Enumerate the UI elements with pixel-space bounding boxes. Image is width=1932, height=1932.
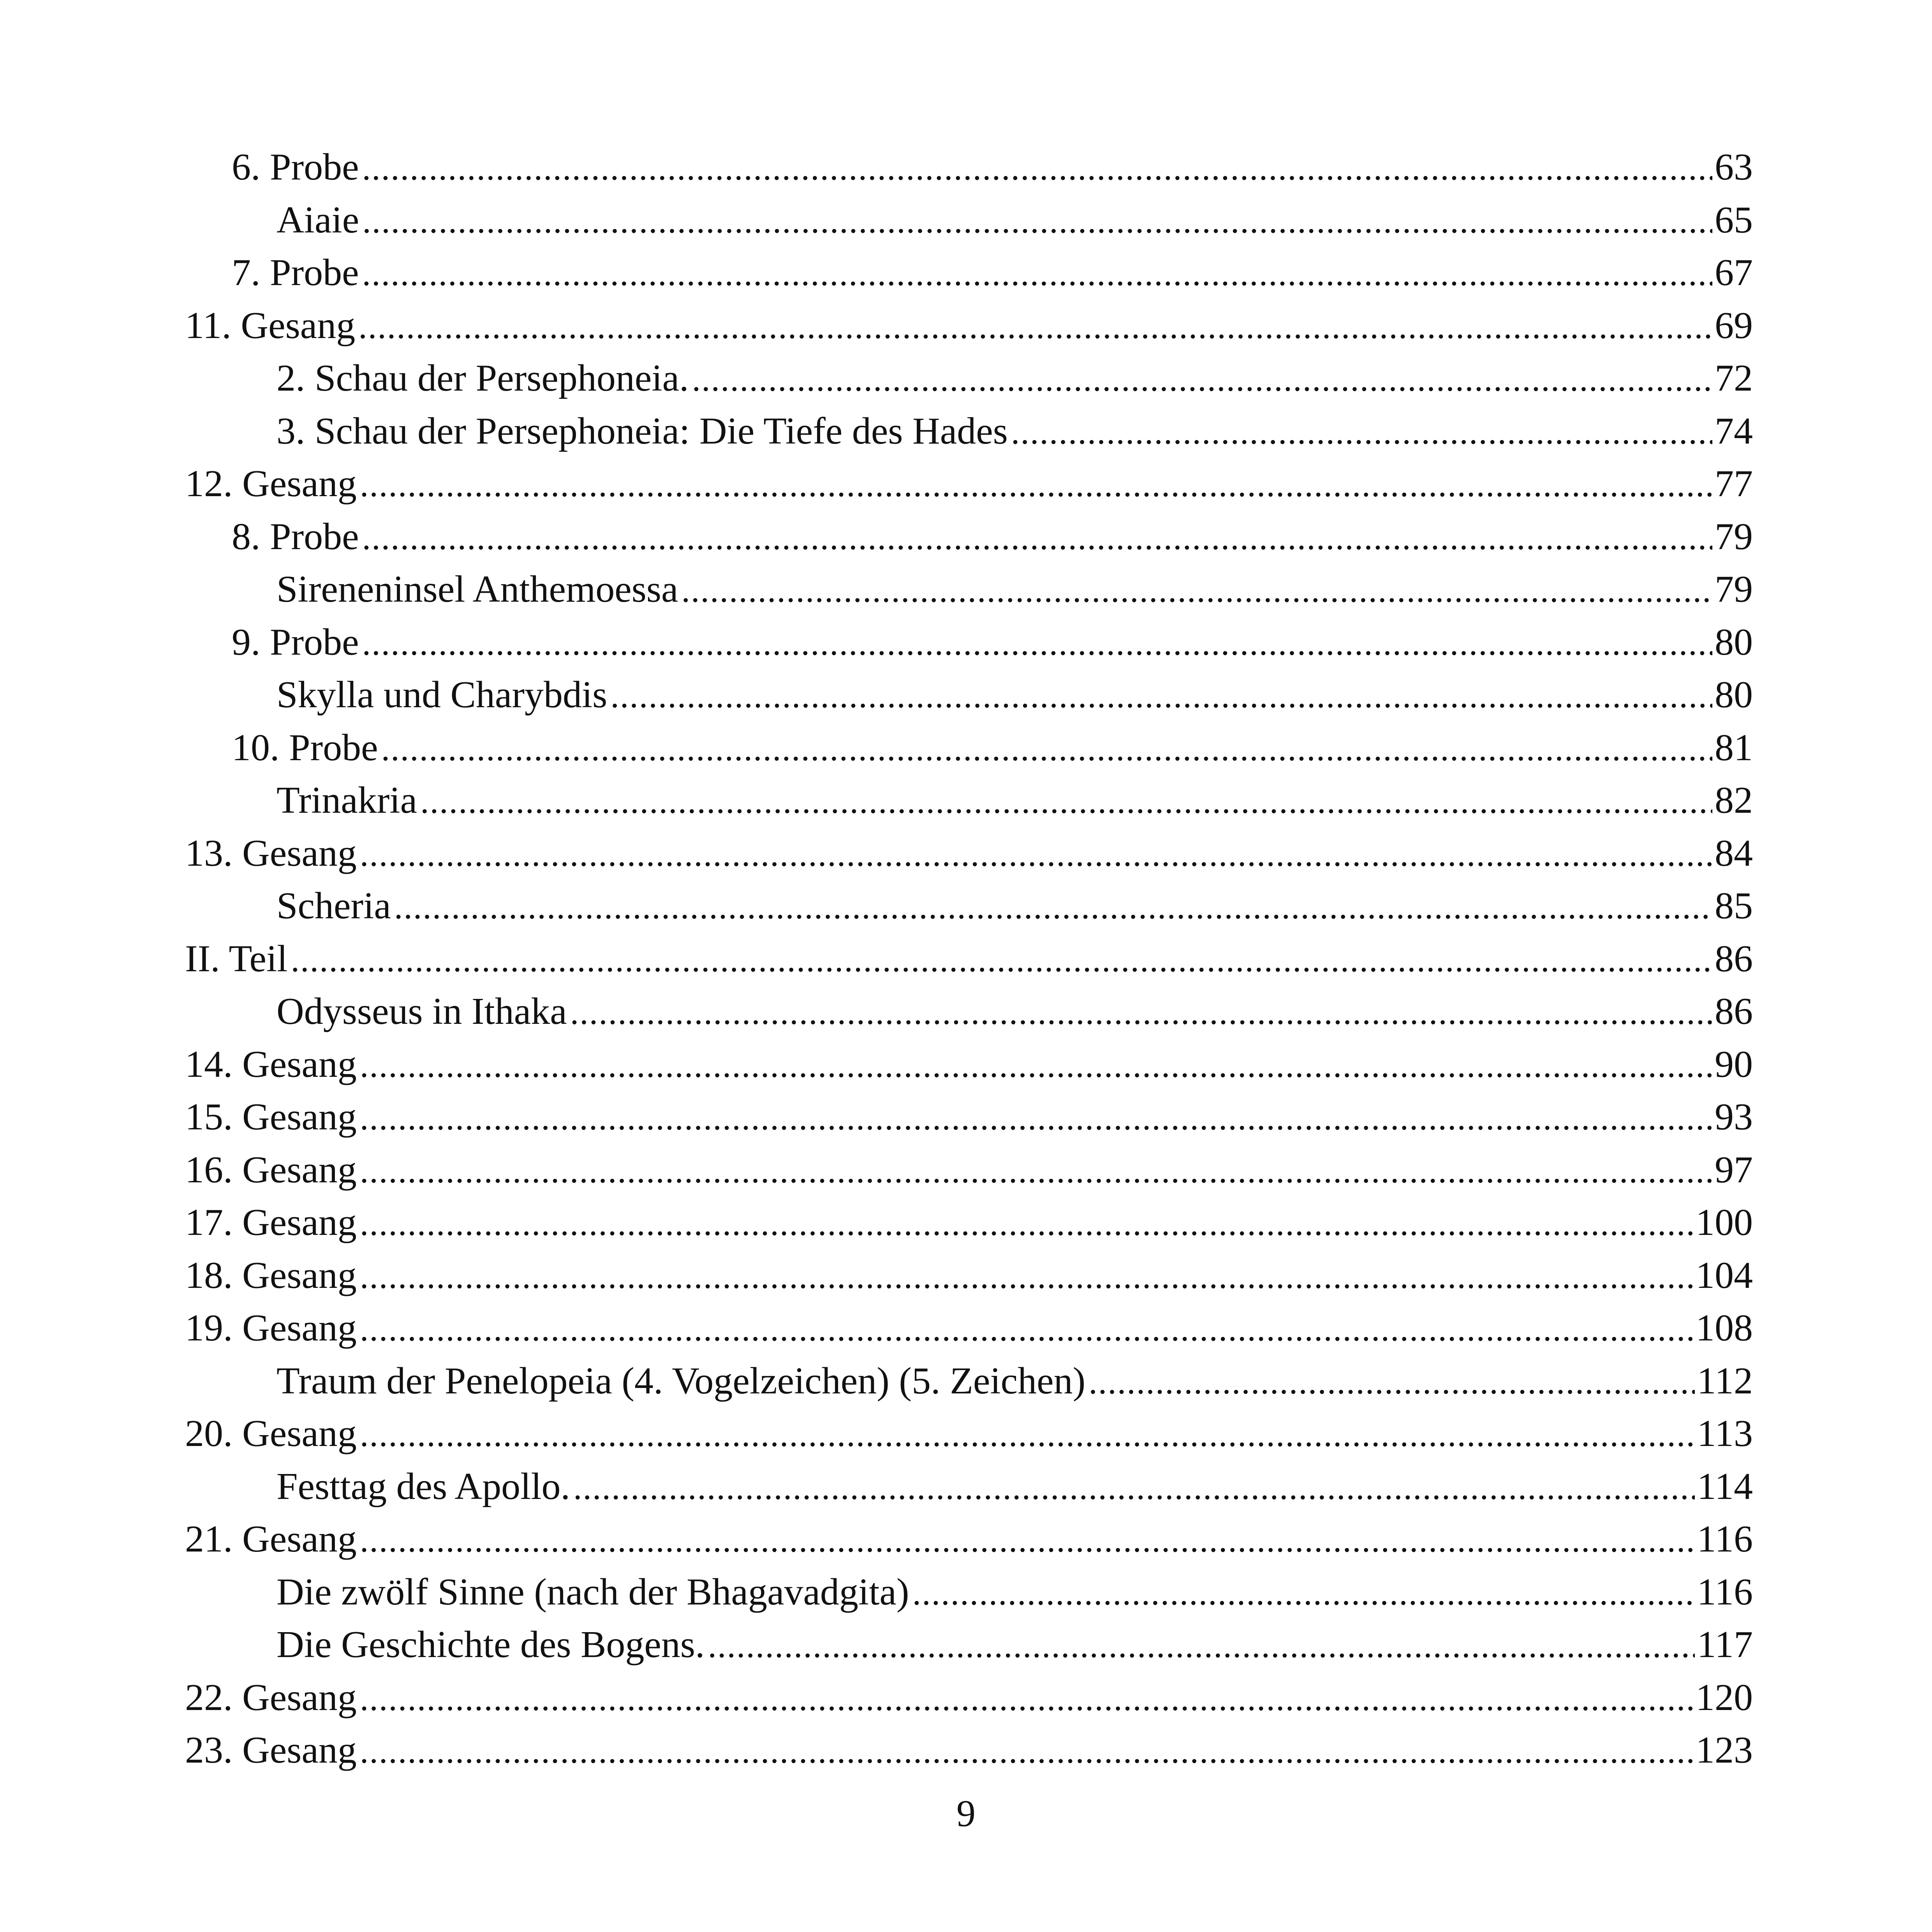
toc-entry-title: Traum der Penelopeia (4. Vogelzeichen) (5. Zeichen) [277, 1360, 1086, 1402]
toc-entry-page: 65 [1715, 199, 1753, 241]
toc-entry-title: Sireneninsel Anthemoessa [277, 568, 678, 610]
toc-entry [185, 1619, 1753, 1671]
toc-entry-title: 7. Probe [232, 252, 359, 294]
dot-leader [360, 1197, 1693, 1250]
toc-entry [185, 563, 1753, 616]
toc-entry-title: 9. Probe [232, 621, 359, 663]
toc-entry-page: 108 [1696, 1307, 1753, 1349]
toc-entry-page: 116 [1697, 1571, 1753, 1613]
toc-entry-title: 2. Schau der Persephoneia. [277, 357, 689, 399]
toc-entry [185, 616, 1753, 669]
dot-leader [692, 353, 1712, 406]
toc-entry [185, 1038, 1753, 1091]
toc-entry-page: 112 [1697, 1360, 1753, 1402]
dot-leader [291, 933, 1712, 986]
toc-entry-title: 10. Probe [232, 726, 378, 769]
toc-entry [185, 1407, 1753, 1460]
toc-entry-page: 80 [1715, 621, 1753, 663]
toc-entry [185, 985, 1753, 1038]
toc-entry-title: 14. Gesang [185, 1043, 357, 1085]
toc-entry-page: 100 [1696, 1201, 1753, 1243]
toc-entry [185, 1566, 1753, 1619]
dot-leader [708, 1619, 1695, 1672]
toc-entry-title: 16. Gesang [185, 1148, 357, 1191]
toc-entry [185, 827, 1753, 880]
dot-leader [362, 142, 1712, 195]
toc-entry-page: 86 [1715, 937, 1753, 980]
toc-entry-title: 3. Schau der Persephoneia: Die Tiefe des Hades [277, 410, 1008, 452]
toc-entry-title: 8. Probe [232, 515, 359, 558]
toc-entry [185, 405, 1753, 458]
toc-entry [185, 1196, 1753, 1249]
toc-entry-page: 63 [1715, 146, 1753, 188]
toc-entry-page: 82 [1715, 779, 1753, 821]
dot-leader [362, 195, 1712, 248]
toc-entry [185, 511, 1753, 564]
dot-leader [420, 775, 1712, 828]
toc-entry-page: 117 [1697, 1624, 1753, 1666]
toc-entry [185, 1355, 1753, 1408]
toc-entry-title: Odysseus in Ithaka [277, 990, 567, 1032]
dot-leader [360, 1039, 1712, 1092]
dot-leader [362, 511, 1712, 564]
page-number: 9 [956, 1793, 976, 1835]
toc-entry-title: 21. Gesang [185, 1518, 357, 1560]
toc-entry-title: 15. Gesang [185, 1096, 357, 1138]
toc-entry [185, 669, 1753, 722]
dot-leader [360, 1725, 1693, 1778]
dot-leader [1011, 406, 1712, 459]
toc-entry [185, 933, 1753, 986]
toc-entry-page: 85 [1715, 885, 1753, 927]
toc-entry-page: 114 [1697, 1465, 1753, 1508]
toc-entry [185, 1460, 1753, 1513]
toc-entry-page: 80 [1715, 674, 1753, 716]
toc-entry-title: 18. Gesang [185, 1254, 357, 1296]
toc-entry [185, 141, 1753, 194]
toc-entry-title: Aiaie [277, 199, 359, 241]
toc-entry-title: 17. Gesang [185, 1201, 357, 1243]
dot-leader [360, 1672, 1693, 1725]
toc-entry-title: Die Geschichte des Bogens. [277, 1624, 705, 1666]
toc-entry-page: 93 [1715, 1096, 1753, 1138]
toc-entry [185, 1302, 1753, 1355]
toc-entry-page: 79 [1715, 515, 1753, 558]
toc-entry-page: 113 [1697, 1412, 1753, 1455]
toc-entry-page: 72 [1715, 357, 1753, 399]
toc-entry-page: 104 [1696, 1254, 1753, 1296]
toc-entry-title: 11. Gesang [185, 304, 356, 347]
dot-leader [360, 1145, 1712, 1198]
toc-entry [185, 1144, 1753, 1197]
dot-leader [682, 564, 1712, 617]
dot-leader [362, 617, 1712, 670]
toc-entry-title: 6. Probe [232, 146, 359, 188]
toc-entry [185, 1249, 1753, 1302]
toc-entry-page: 116 [1697, 1518, 1753, 1560]
toc-entry [185, 722, 1753, 775]
toc-entry [185, 1724, 1753, 1777]
toc-entry-title: Die zwölf Sinne (nach der Bhagavadgita) [277, 1571, 909, 1613]
dot-leader [1088, 1356, 1694, 1409]
toc-entry [185, 1513, 1753, 1566]
toc-entry-title: 20. Gesang [185, 1412, 357, 1455]
dot-leader [362, 247, 1712, 300]
toc-entry-page: 90 [1715, 1043, 1753, 1085]
toc-entry-title: Festtag des Apollo. [277, 1465, 571, 1508]
toc-entry [185, 194, 1753, 247]
toc-entry-title: Scheria [277, 885, 391, 927]
toc-entry-title: 13. Gesang [185, 832, 357, 874]
toc-entry-page: 120 [1696, 1676, 1753, 1719]
toc-entry-title: Skylla und Charybdis [277, 674, 608, 716]
toc-entry-page: 74 [1715, 410, 1753, 452]
toc-entry-title: 23. Gesang [185, 1729, 357, 1771]
dot-leader [381, 722, 1712, 775]
toc-entry-page: 77 [1715, 463, 1753, 505]
dot-leader [360, 1250, 1693, 1303]
toc-entry-page: 86 [1715, 990, 1753, 1032]
toc-entry [185, 1671, 1753, 1724]
toc-entry-title: Trinakria [277, 779, 417, 821]
toc-entry [185, 247, 1753, 299]
toc-entry [185, 1091, 1753, 1144]
dot-leader [360, 1303, 1693, 1356]
dot-leader [394, 881, 1712, 933]
dot-leader [360, 828, 1712, 881]
toc-entry [185, 774, 1753, 827]
dot-leader [360, 1408, 1695, 1461]
toc-entry-page: 97 [1715, 1148, 1753, 1191]
dot-leader [912, 1567, 1695, 1620]
toc-entry [185, 352, 1753, 405]
dot-leader [573, 1461, 1695, 1514]
toc-entry [185, 880, 1753, 933]
table-of-contents [185, 141, 1753, 1777]
toc-entry-title: 12. Gesang [185, 463, 357, 505]
dot-leader [360, 1092, 1712, 1145]
dot-leader [358, 300, 1712, 353]
toc-entry-page: 79 [1715, 568, 1753, 610]
toc-entry [185, 299, 1753, 352]
toc-entry-title: 22. Gesang [185, 1676, 357, 1719]
dot-leader [360, 458, 1712, 511]
dot-leader [570, 986, 1712, 1039]
dot-leader [360, 1514, 1695, 1567]
toc-entry-page: 84 [1715, 832, 1753, 874]
toc-entry-page: 81 [1715, 726, 1753, 769]
toc-entry [185, 458, 1753, 511]
toc-entry-page: 69 [1715, 304, 1753, 347]
toc-entry-title: 19. Gesang [185, 1307, 357, 1349]
dot-leader [610, 669, 1712, 722]
toc-entry-page: 67 [1715, 252, 1753, 294]
toc-entry-title: II. Teil [185, 937, 288, 980]
toc-entry-page: 123 [1696, 1729, 1753, 1771]
